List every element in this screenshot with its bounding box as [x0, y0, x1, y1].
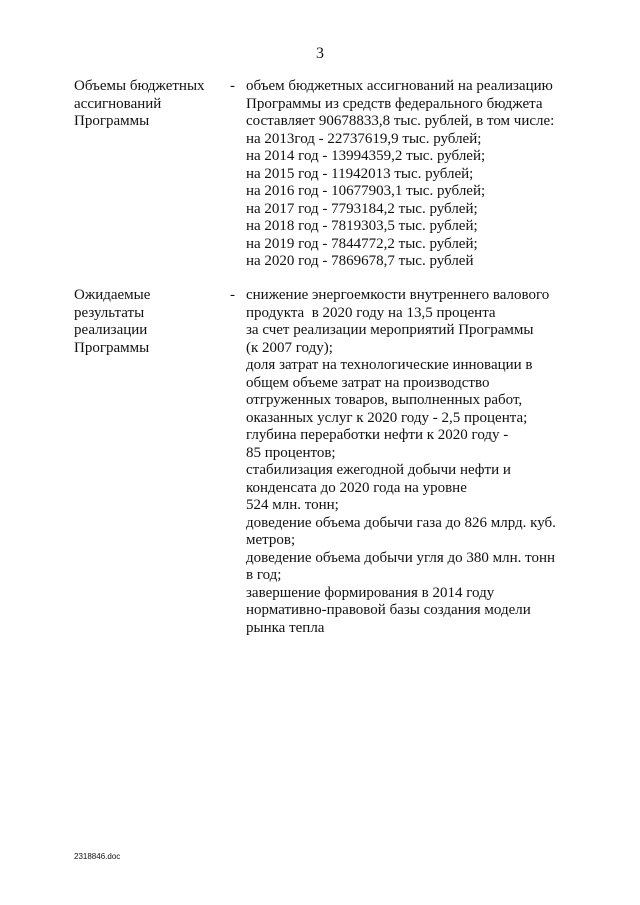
content-line: нормативно-правовой базы создания модели: [246, 602, 531, 618]
content-line: объем бюджетных ассигнований на реализацию: [246, 78, 553, 94]
content-line: за счет реализации мероприятий Программы: [246, 322, 534, 338]
content-line: метров;: [246, 532, 296, 548]
content-line: оказанных услуг к 2020 году - 2,5 процента;: [246, 409, 528, 426]
content-line: на 2017 год - 7793184,2 тыс. рублей;: [246, 200, 478, 217]
content-line: стабилизация ежегодной добычи нефти и: [246, 462, 511, 478]
content-line: 524 млн. тонн;: [246, 497, 339, 513]
section-label: [74, 287, 224, 357]
label-line: реализации: [74, 322, 148, 338]
content-line: глубина переработки нефти к 2020 году -: [246, 427, 509, 443]
label-line: ассигнований: [74, 95, 162, 112]
content-line: на 2019 год - 7844772,2 тыс. рублей;: [246, 235, 478, 252]
content-line: на 2014 год - 13994359,2 тыс. рублей;: [246, 148, 486, 164]
content-line: на 2016 год - 10677903,1 тыс. рублей;: [246, 183, 486, 199]
content-line: на 2015 год - 11942013 тыс. рублей;: [246, 165, 474, 182]
content-line: продукта в 2020 году на 13,5 процента: [246, 304, 496, 321]
content-line: доля затрат на технологические инновации в: [246, 357, 533, 373]
content-line: завершение формирования в 2014 году: [246, 584, 495, 601]
content-line: общем объеме затрат на производство: [246, 374, 490, 391]
content-line: снижение энергоемкости внутреннего валового: [246, 287, 550, 303]
content-line: (к 2007 году);: [246, 339, 333, 356]
content-line: Программы из средств федерального бюджета: [246, 95, 543, 112]
content-line: на 2018 год - 7819303,5 тыс. рублей;: [246, 218, 478, 234]
content-line: в год;: [246, 567, 282, 583]
document-filename: 2318846.doc: [74, 852, 121, 861]
section-dash: -: [230, 78, 235, 94]
label-line: Программы: [74, 339, 150, 356]
section-label: [74, 78, 224, 131]
content-line: доведение объема добычи угля до 380 млн. тонн: [246, 549, 556, 566]
label-line: Объемы бюджетных: [74, 78, 205, 94]
section-dash: -: [230, 287, 235, 303]
label-line: результаты: [74, 304, 145, 321]
content-line: конденсата до 2020 года на уровне: [246, 479, 467, 496]
label-line: Программы: [74, 113, 150, 129]
section-content: [246, 78, 586, 271]
content-line: доведение объема добычи газа до 826 млрд. куб.: [246, 514, 556, 531]
content-line: на 2020 год - 7869678,7 тыс. рублей: [246, 253, 474, 269]
content-line: отгруженных товаров, выполненных работ,: [246, 392, 523, 408]
content-line: на 2013год - 22737619,9 тыс. рублей;: [246, 130, 482, 147]
page-number: 3: [316, 45, 324, 62]
label-line: Ожидаемые: [74, 287, 151, 303]
content-line: составляет 90678833,8 тыс. рублей, в том числе:: [246, 113, 555, 129]
content-line: рынка тепла: [246, 619, 325, 636]
content-line: 85 процентов;: [246, 444, 336, 461]
section-content: [246, 287, 586, 637]
